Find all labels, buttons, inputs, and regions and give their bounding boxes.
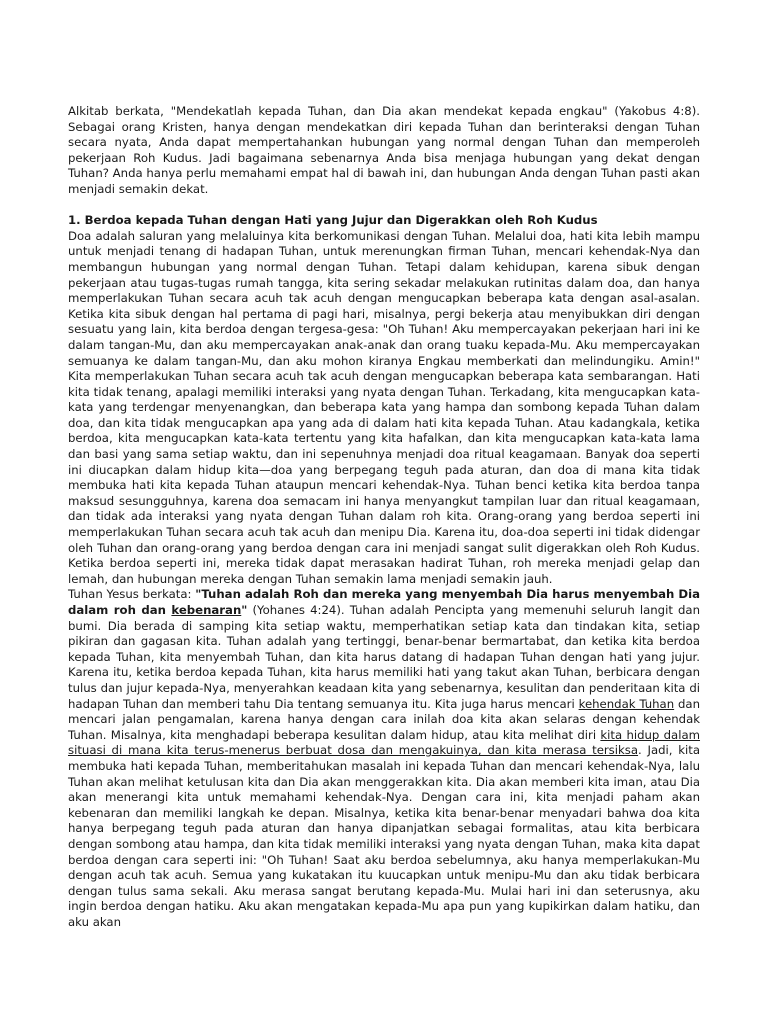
paragraph-lead: Tuhan Yesus berkata: — [68, 587, 196, 602]
link-kehendak-tuhan[interactable]: kehendak Tuhan — [578, 696, 675, 711]
section-heading: 1. Berdoa kepada Tuhan dengan Hati yang Jujur dan Digerakkan oleh Roh Kudus — [68, 213, 598, 228]
bible-quote-close: " — [241, 603, 248, 617]
paragraph-text: dan mencari jalan pengamalan, karena hanya dengan cara inilah doa kita akan selaras dengan kehendak Tuhan. Misalnya, kita menghadapi beberapa kesulitan dalam hidup, atau kita melihat diri — [68, 696, 700, 742]
intro-paragraph: Alkitab berkata, "Mendekatlah kepada Tuhan, dan Dia akan mendekat kepada engkau" (Yakobus 4:8). Sebagai orang Kristen, hanya dengan mendekatkan diri kepada Tuhan dan berinteraksi dengan Tuhan secara nyata, Anda dapat mempertahankan hubungan yang normal dengan Tuhan dan memperoleh pekerjaan Roh Kudus. Jadi bagaimana sebenarnya Anda bisa menjaga hubungan yang dekat dengan Tuhan? Anda hanya perlu memahami empat hal di bawah ini, dan hubungan Anda dengan Tuhan pasti akan menjadi semakin dekat. — [68, 104, 700, 196]
paragraph-spacer — [68, 198, 700, 214]
paragraph-text: . Jadi, kita membuka hati kepada Tuhan, memberitahukan masalah ini kepada Tuhan dan mencari kehendak-Nya, lalu Tuhan akan melihat ketulusan kita dan Dia akan menggerakkan kita. Dia akan memberi kita iman, atau Dia akan menerangi kita untuk memahami kehendak-Nya. Dengan cara ini, kita menjadi paham akan kebenaran dan memiliki langkah ke depan. Misalnya, ketika kita benar-benar menyadari bahwa doa kita hanya berpegang teguh pada aturan dan hanya dipanjatkan sebagai formalitas, atau kita berbicara dengan sombong atau hampa, dan kita tidak memiliki interaksi yang nyata dengan Tuhan, maka kita dapat berdoa dengan cara seperti ini: "Oh Tuhan! Saat aku berdoa sebelumnya, aku hanya memperlakukan-Mu dengan acuh tak acuh. Semua yang kukatakan itu kuucapkan untuk menipu-Mu dan aku tidak berbicara dengan tulus sama sekali. Aku merasa sangat berutang kepada-Mu. Mulai hari ini dan seterusnya, aku ingin berdoa dengan hatiku. Aku akan mengatakan kepada-Mu apa pun yang kupikirkan dalam hatiku, dan aku akan — [68, 743, 700, 929]
body-paragraph-1: Doa adalah saluran yang melaluinya kita berkomunikasi dengan Tuhan. Melalui doa, hati kita lebih mampu untuk menjadi tenang di hadapan Tuhan, untuk merenungkan firman Tuhan, mencari kehendak-Nya dan membangun hubungan yang normal dengan Tuhan. Tetapi dalam kehidupan, karena sibuk dengan pekerjaan atau tugas-tugas rumah tangga, kita sering sekadar melakukan rutinitas dalam doa, dan hanya memperlakukan Tuhan secara acuh tak acuh dengan mengucapkan beberapa kata dengan asal-asalan. Ketika kita sibuk dengan hal pertama di pagi hari, misalnya, pergi bekerja atau menyibukkan diri dengan sesuatu yang lain, kita berdoa dengan tergesa-gesa: "Oh Tuhan! Aku mempercayakan pekerjaan hari ini ke dalam tangan-Mu, dan aku mempercayakan anak-anak dan orang tuaku kepada-Mu. Aku mempercayakan semuanya ke dalam tangan-Mu, dan aku mohon kiranya Engkau memberkati dan melindungiku. Amin!" Kita memperlakukan Tuhan secara acuh tak acuh dengan mengucapkan beberapa kata sembarangan. Hati kita tidak tenang, apalagi memiliki interaksi yang nyata dengan Tuhan. Terkadang, kita mengucapkan kata-kata yang terdengar menyenangkan, dan beberapa kata yang hampa dan sombong kepada Tuhan dalam doa, dan kita tidak mengucapkan apa yang ada di dalam hati kita kepada Tuhan. Atau kadangkala, ketika berdoa, kita mengucapkan kata-kata tertentu yang kita hafalkan, dan kita mengucapkan kata-kata lama dan basi yang sama setiap waktu, dan ini sepenuhnya menjadi doa ritual keagamaan. Banyak doa seperti ini diucapkan dalam hidup kita—doa yang berpegang teguh pada aturan, dan doa di mana kita tidak membuka hati kita kepada Tuhan ataupun mencari kehendak-Nya. Tuhan benci ketika kita berdoa tanpa maksud sesungguhnya, karena doa semacam ini hanya menyangkut tampilan luar dan ritual keagamaan, dan tidak ada interaksi yang nyata dengan Tuhan dalam roh kita. Orang-orang yang berdoa seperti ini memperlakukan Tuhan secara acuh tak acuh dan menipu Dia. Karena itu, doa-doa seperti ini tidak didengar oleh Tuhan dan orang-orang yang berdoa dengan cara ini menjadi sangat sulit digerakkan oleh Roh Kudus. Ketika berdoa seperti ini, mereka tidak dapat merasakan hadirat Tuhan, roh mereka menjadi gelap dan lemah, dan hubungan mereka dengan Tuhan semakin lama menjadi semakin jauh. — [68, 228, 700, 586]
link-kebenaran[interactable]: kebenaran — [171, 603, 242, 617]
link-situasi-dosa[interactable]: kita hidup dalam situasi di mana kita terus-menerus berbuat dosa dan mengakuinya, dan kita merasa tersiksa — [68, 727, 701, 758]
document-page — [68, 104, 700, 930]
bible-quote-text: "Tuhan adalah Roh dan mereka yang menyembah Dia harus menyembah Dia dalam roh dan — [68, 587, 700, 617]
paragraph-text: (Yohanes 4:24). Tuhan adalah Pencipta yang memenuhi seluruh langit dan bumi. Dia berada di samping kita setiap waktu, memperhatikan setiap kata dan tindakan kita, setiap pikiran dan gagasan kita. Tuhan adalah yang tertinggi, benar-benar bermartabat, dan ketika kita berdoa kepada Tuhan, kita menyembah Tuhan, dan kita harus datang di hadapan Tuhan dengan hati yang jujur. Karena itu, ketika berdoa kepada Tuhan, kita harus memiliki hati yang takut akan Tuhan, berbicara dengan tulus dan jujur kepada-Nya, menyerahkan keadaan kita yang sebenarnya, kesulitan dan penderitaan kita di hadapan Tuhan dan memberi tahu Dia tentang semuanya itu. Kita juga harus mencari — [68, 603, 701, 711]
body-paragraph-2 — [68, 587, 700, 930]
